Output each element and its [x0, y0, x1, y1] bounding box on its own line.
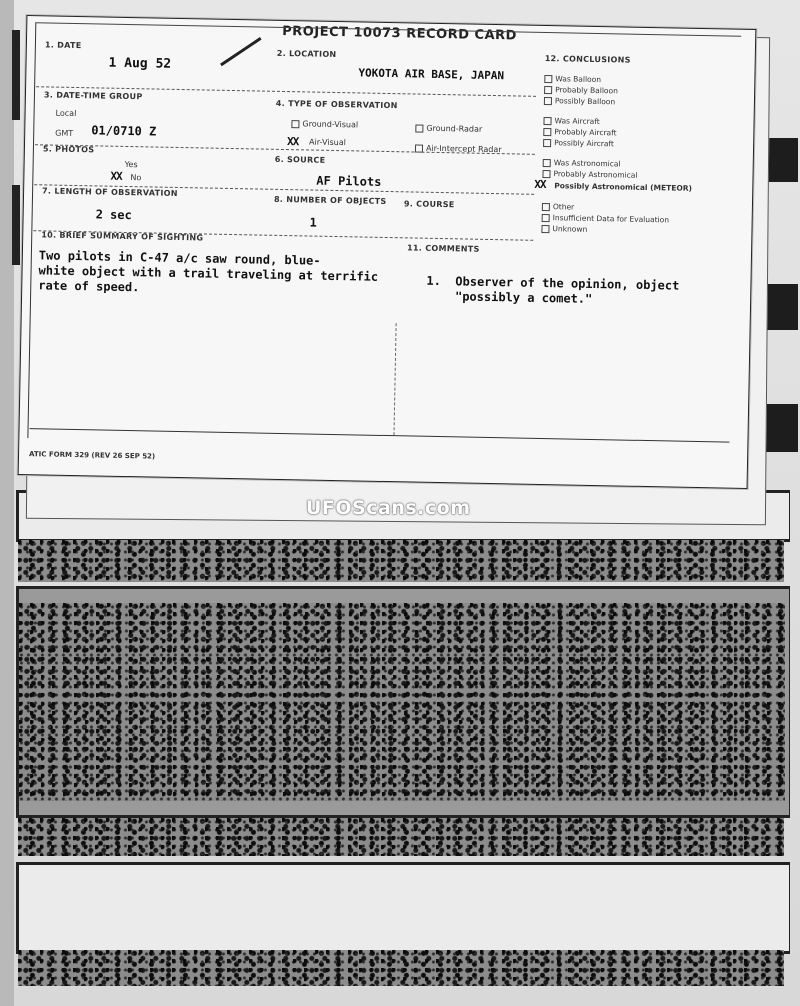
conclusion-item: Unknown: [541, 224, 587, 234]
type-option: Ground-Visual: [291, 119, 358, 129]
photos-no: No: [130, 173, 142, 183]
checkbox-icon: [542, 214, 550, 222]
checkbox-icon: [541, 225, 549, 233]
noise-strip: [18, 818, 784, 856]
checkbox-icon: [542, 170, 550, 178]
left-dark-edge: [12, 185, 20, 265]
dtg-gmt-prefix: GMT: [55, 128, 74, 138]
photos-label: 5. PHOTOS: [42, 144, 95, 155]
checkbox-icon: [543, 128, 551, 136]
checkbox-icon: [543, 159, 551, 167]
conclusion-item: Insufficient Data for Evaluation: [542, 213, 669, 224]
type-option: Ground-Radar: [415, 124, 482, 134]
dtg-value: 01/0710 Z: [91, 123, 157, 139]
dtg-local: Local: [55, 108, 77, 119]
conclusion-item: Probably Balloon: [544, 85, 618, 95]
record-card: [18, 15, 757, 489]
type-label: 4. TYPE OF OBSERVATION: [275, 98, 398, 111]
description-label: 10. BRIEF SUMMARY OF SIGHTING: [41, 230, 204, 243]
objects-label: 8. NUMBER OF OBJECTS: [273, 194, 387, 206]
location-label: 2. LOCATION: [276, 48, 337, 59]
conclusion-mark: XX: [534, 177, 546, 192]
noise-strip: [18, 540, 784, 582]
conclusion-item-selected: Possibly Astronomical (METEOR): [554, 181, 693, 193]
course-label: 9. COURSE: [403, 199, 455, 210]
description-text: Two pilots in C-47 a/c saw round, blue- white object with a trail traveling at terrific rate of speed.: [38, 248, 379, 295]
photos-yes: Yes: [124, 159, 138, 170]
conclusion-item: Other: [542, 202, 574, 212]
conclusion-item: Was Astronomical: [543, 158, 621, 168]
objects-value: 1: [309, 215, 317, 230]
checkbox-icon: [543, 117, 551, 125]
length-label: 7. LENGTH OF OBSERVATION: [42, 186, 178, 198]
noise-strip: [18, 950, 784, 986]
page-left-edge: [0, 0, 14, 1006]
conclusion-item: Probably Aircraft: [543, 127, 616, 137]
noise-block: [19, 603, 785, 801]
date-value: 1 Aug 52: [108, 55, 172, 72]
source-value: AF Pilots: [316, 173, 382, 189]
source-label: 6. SOURCE: [274, 154, 326, 165]
checkbox-icon: [544, 86, 552, 94]
conclusion-item: Probably Astronomical: [542, 169, 637, 180]
type-option: Air-Intercept Radar: [415, 144, 502, 155]
comments-label: 11. COMMENTS: [406, 243, 480, 254]
checkbox-icon: [543, 139, 551, 147]
checkbox-icon: [542, 203, 550, 211]
type-option: Air-Visual: [309, 137, 346, 148]
checkbox-icon: [291, 120, 299, 128]
underlying-card-strip: [16, 586, 790, 818]
length-value: 2 sec: [95, 207, 132, 223]
conclusion-item: Possibly Balloon: [544, 96, 615, 106]
photos-mark: XX: [110, 169, 122, 183]
watermark: UFOScans.com: [306, 497, 471, 519]
comments-text: 1. Observer of the opinion, object "possibly a comet.": [426, 273, 680, 306]
form-id: ATIC FORM 329 (REV 26 SEP 52): [28, 450, 156, 461]
checkbox-icon: [544, 97, 552, 105]
location-value: YOKOTA AIR BASE, JAPAN: [358, 66, 505, 83]
conclusions-label: 12. CONCLUSIONS: [544, 53, 631, 65]
card-title: PROJECT 10073 RECORD CARD: [282, 23, 518, 44]
date-label: 1. DATE: [44, 40, 82, 51]
dtg-label: 3. DATE-TIME GROUP: [43, 90, 143, 102]
conclusion-item: Possibly Aircraft: [543, 138, 614, 148]
conclusion-item: Was Aircraft: [543, 116, 599, 126]
type-checked-mark: XX: [286, 135, 299, 149]
underlying-card-strip: [16, 862, 790, 954]
checkbox-icon: [415, 124, 423, 132]
left-dark-edge: [12, 30, 20, 120]
conclusion-item: Was Balloon: [544, 74, 601, 84]
checkbox-icon: [544, 75, 552, 83]
